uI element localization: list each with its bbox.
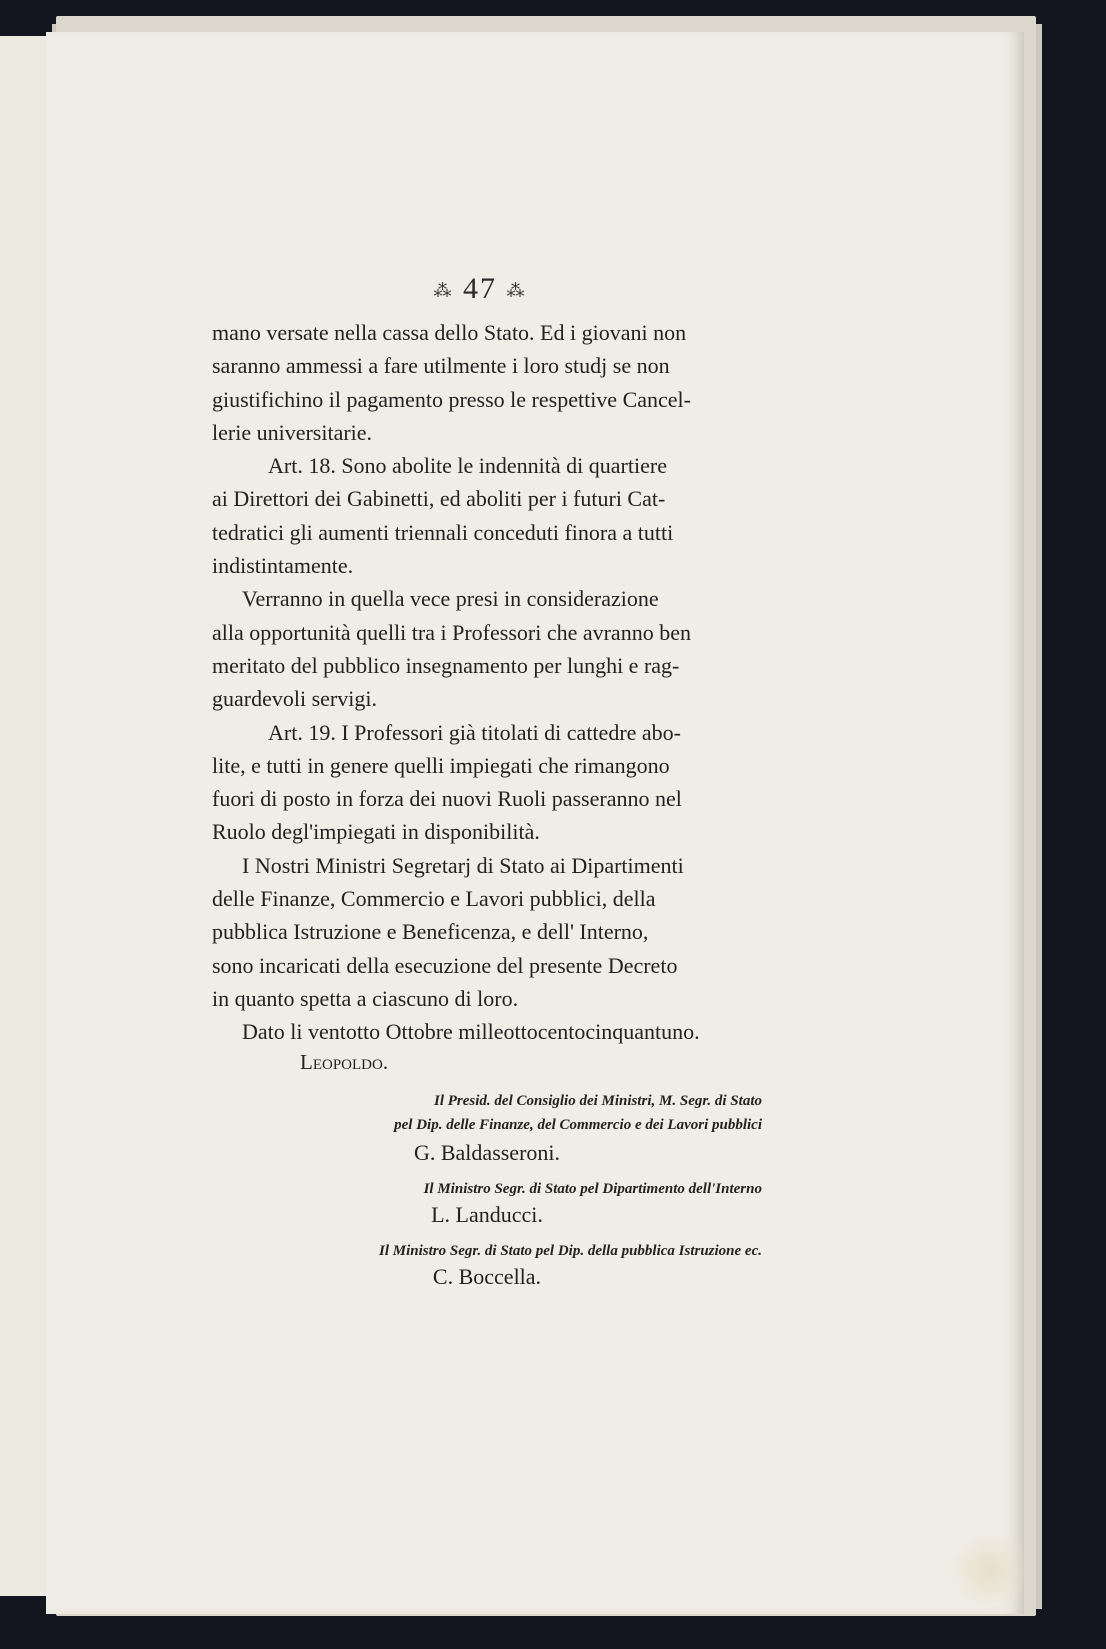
page-number: 47	[463, 272, 497, 305]
minister-role-1a: Il Presid. del Consiglio dei Ministri, M. Segr. di Stato	[434, 1093, 762, 1109]
minister-name-3: C. Boccella.	[432, 1264, 542, 1289]
text-line: mano versate nella cassa dello Stato. Ed i giovani non	[212, 320, 687, 345]
ornament-left-icon: ⁂	[433, 280, 454, 301]
sovereign-signature: Leopoldo.	[300, 1050, 389, 1074]
text-line: Verranno in quella vece presi in considerazione	[242, 586, 659, 612]
body-text	[212, 316, 762, 1049]
text-line: giustifichino il pagamento presso le respettive Cancel-	[212, 386, 691, 412]
minister-name-2: L. Landucci.	[431, 1202, 543, 1227]
text-line: fuori di posto in forza dei nuovi Ruoli passeranno nel	[212, 786, 682, 812]
paper-stain	[950, 1530, 1030, 1610]
left-page-edge	[0, 36, 48, 1596]
minister-role-3: Il Ministro Segr. di Stato pel Dip. della pubblica Istruzione ec.	[379, 1243, 762, 1259]
minister-name-1: G. Baldasseroni.	[413, 1140, 561, 1165]
ornament-right-icon: ⁂	[506, 280, 527, 301]
text-line: ai Direttori dei Gabinetti, ed aboliti per i futuri Cat-	[212, 486, 666, 512]
text-line: saranno ammessi a fare utilmente i loro studj se non	[212, 353, 670, 379]
text-line: lite, e tutti in genere quelli impiegati che rimangono	[212, 752, 670, 778]
text-line: tedratici gli aumenti triennali conceduti finora a tutti	[212, 519, 674, 545]
text-line: indistintamente.	[212, 553, 354, 579]
text-line: Dato li ventotto Ottobre milleottocentocinquantuno.	[242, 1019, 700, 1045]
page-number-header	[380, 272, 580, 306]
text-line: meritato del pubblico insegnamento per lunghi e rag-	[212, 652, 680, 678]
text-line: guardevoli servigi.	[212, 686, 377, 712]
text-line: I Nostri Ministri Segretarj di Stato ai Dipartimenti	[242, 852, 684, 878]
text-line: Art. 19. I Professori già titolati di cattedre abo-	[268, 719, 681, 745]
text-line: lerie universitarie.	[212, 419, 373, 445]
text-line: pubblica Istruzione e Beneficenza, e dell' Interno,	[212, 919, 649, 945]
text-line: Art. 18. Sono abolite le indennità di quartiere	[268, 453, 667, 479]
text-line: sono incaricati della esecuzione del presente Decreto	[212, 952, 678, 978]
text-line: delle Finanze, Commercio e Lavori pubblici, della	[212, 886, 656, 912]
text-line: Ruolo degl'impiegati in disponibilità.	[212, 819, 540, 845]
minister-role-2: Il Ministro Segr. di Stato pel Dipartimento dell'Interno	[423, 1181, 762, 1197]
text-line: alla opportunità quelli tra i Professori che avranno ben	[212, 619, 691, 645]
text-line: in quanto spetta a ciascuno di loro.	[212, 985, 519, 1011]
minister-role-1b: pel Dip. delle Finanze, del Commercio e dei Lavori pubblici	[394, 1117, 762, 1133]
